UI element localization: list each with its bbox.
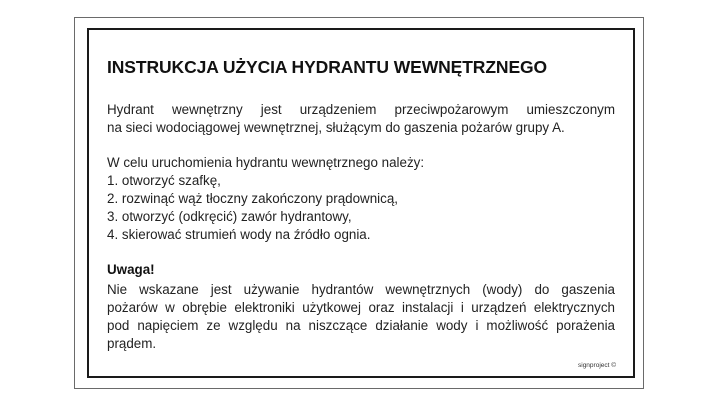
warning-line: pod napięciem ze względu na niszczące działanie wody i możliwość porażenia: [107, 318, 615, 333]
intro-line: na sieci wodociągowej wewnętrznej, służącym do gaszenia pożarów grupy A.: [107, 120, 565, 135]
warning-line: prądem.: [107, 336, 157, 351]
warning-line: pożarów w obrębie elektroniki użytkowej oraz instalacji i urządzeń elektrycznych: [107, 300, 615, 315]
intro-line: Hydrant wewnętrzny jest urządzeniem przeciwpożarowym umieszczonym: [107, 102, 615, 117]
step-item: 1. otworzyć szafkę,: [107, 173, 221, 188]
steps-section: [107, 154, 424, 244]
warning-title: Uwaga!: [107, 262, 155, 277]
steps-heading: W celu uruchomienia hydrantu wewnętrznego należy:: [107, 155, 425, 170]
step-item: 2. rozwinąć wąż tłoczny zakończony prądownicą,: [107, 191, 399, 206]
warning-line: Nie wskazane jest używanie hydrantów wewnętrznych (wody) do gaszenia: [107, 282, 615, 297]
step-item: 3. otworzyć (odkręcić) zawór hydrantowy,: [107, 209, 352, 224]
brand-label: signproject ©: [578, 362, 617, 369]
warning-paragraph: [107, 281, 615, 353]
sign-title: INSTRUKCJA UŻYCIA HYDRANTU WEWNĘTRZNEGO: [107, 57, 548, 77]
step-item: 4. skierować strumień wody na źródło ognia.: [107, 227, 371, 242]
intro-paragraph: [107, 101, 615, 137]
